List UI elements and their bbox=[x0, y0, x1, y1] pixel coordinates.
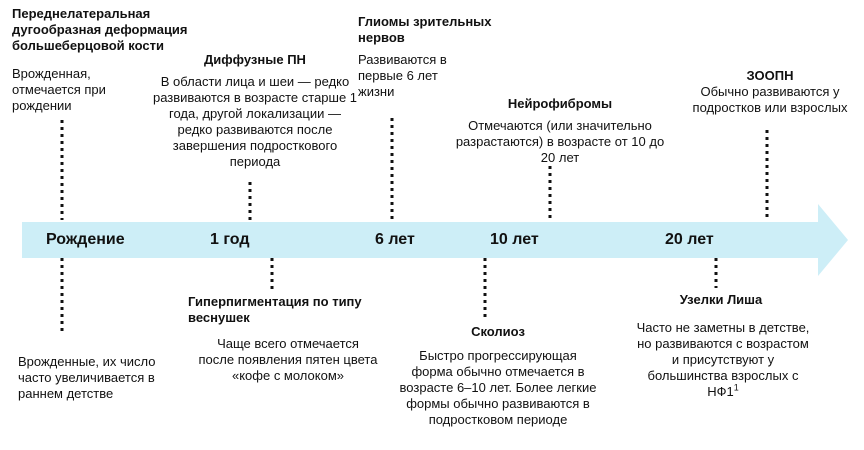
event-lisch-nodules-desc-text: Часто не заметны в детстве, но развиваются с возрастом и присутствуют у большинства взрослых с НФ1 bbox=[636, 320, 810, 399]
event-diffuse-pn-desc: В области лица и шеи — редко развиваются в возрасте старше 1 года, другой локализации — редко развиваются после завершения подросткового периода bbox=[152, 74, 358, 169]
age-label-10-years: 10 лет bbox=[490, 231, 539, 248]
event-lisch-nodules-title: Узелки Лиша bbox=[679, 292, 763, 307]
event-tibia-deformity-title: Переднелатеральная дугообразная деформация большеберцовой кости bbox=[12, 6, 188, 53]
event-optic-glioma-desc: Развиваются в первые 6 лет жизни bbox=[358, 52, 447, 99]
event-cafe-au-lait bbox=[18, 354, 178, 402]
event-diffuse-pn-title: Диффузные ПН bbox=[204, 52, 306, 67]
event-scoliosis-desc: Быстро прогрессирующая форма обычно отмечается в возрасте 6–10 лет. Более легкие формы обычно развиваются в подростковом периоде bbox=[399, 348, 597, 427]
event-zoopn bbox=[690, 68, 850, 116]
event-optic-glioma bbox=[358, 14, 508, 100]
event-freckling-desc: Чаще всего отмечается после появления пятен цвета «кофе с молоком» bbox=[198, 336, 378, 383]
event-neurofibroma-title: Нейрофибромы bbox=[507, 96, 613, 111]
event-zoopn-desc: Обычно развиваются у подростков или взрослых bbox=[692, 84, 848, 115]
event-scoliosis bbox=[398, 324, 598, 428]
event-scoliosis-title: Сколиоз bbox=[471, 324, 525, 339]
event-optic-glioma-title: Глиомы зрительных нервов bbox=[358, 14, 492, 45]
event-lisch-nodules bbox=[632, 292, 814, 400]
event-lisch-nodules-footnote: 1 bbox=[733, 382, 739, 393]
age-label-20-years: 20 лет bbox=[665, 231, 714, 248]
event-diffuse-pn bbox=[150, 52, 360, 170]
event-lisch-nodules-desc bbox=[632, 320, 814, 400]
event-neurofibroma bbox=[450, 96, 670, 166]
event-zoopn-title: ЗООПН bbox=[746, 68, 794, 83]
event-cafe-au-lait-desc: Врожденные, их число часто увеличивается в раннем детстве bbox=[18, 354, 156, 401]
event-tibia-deformity-desc: Врожденная, отмечается при рождении bbox=[12, 66, 106, 113]
age-label-6-years: 6 лет bbox=[375, 231, 415, 248]
event-neurofibroma-desc: Отмечаются (или значительно разрастаются) в возрасте от 10 до 20 лет bbox=[455, 118, 665, 165]
event-freckling-title: Гиперпигментация по типу веснушек bbox=[188, 294, 362, 325]
event-freckling bbox=[188, 294, 388, 384]
age-label-1-year: 1 год bbox=[210, 231, 250, 248]
age-label-birth: Рождение bbox=[46, 231, 125, 248]
